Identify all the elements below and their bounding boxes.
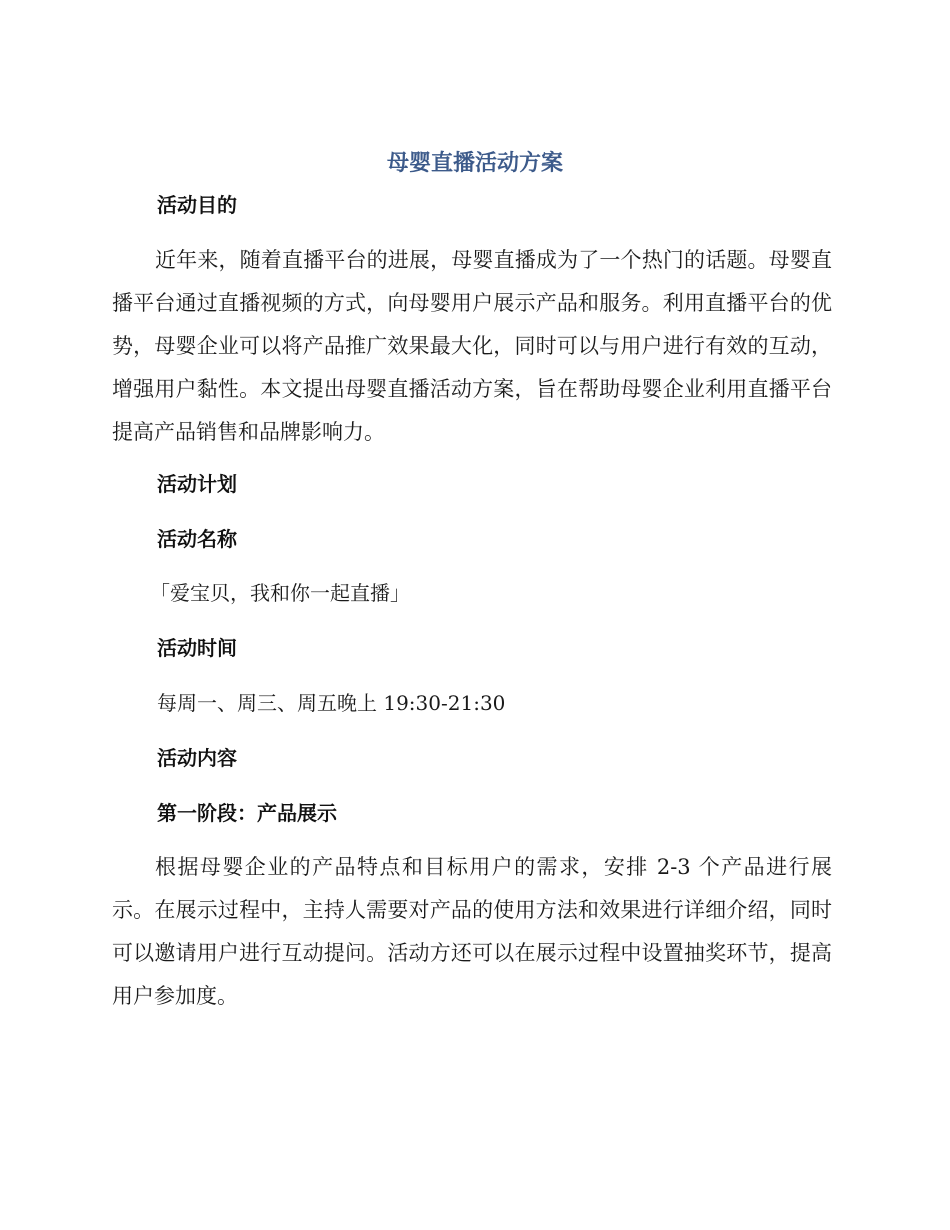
activity-name-text: 「爱宝贝，我和你一起直播」	[150, 581, 410, 605]
section-heading-purpose: 活动目的	[157, 193, 237, 217]
section-heading-name: 活动名称	[157, 527, 237, 551]
activity-time-text: 每周一、周三、周五晚上 19:30-21:30	[157, 691, 506, 715]
section-heading-time: 活动时间	[157, 636, 237, 660]
section-heading-content: 活动内容	[157, 746, 237, 770]
document-title: 母婴直播活动方案	[386, 151, 563, 176]
section-heading-plan: 活动计划	[157, 472, 237, 496]
section-heading-stage-one: 第一阶段：产品展示	[157, 801, 337, 825]
paragraph-stage-one: 根据母婴企业的产品特点和目标用户的需求，安排 2-3 个产品进行展示。在展示过程中，主持人需要对产品的使用方法和效果进行详细介绍，同时可以邀请用户进行互动提问。活动方还可以在展示过程中设置抽奖环节，提高用户参加度。	[112, 855, 832, 1008]
paragraph-purpose: 近年来，随着直播平台的进展，母婴直播成为了一个热门的话题。母婴直播平台通过直播视频的方式，向母婴用户展示产品和服务。利用直播平台的优势，母婴企业可以将产品推广效果最大化，同时可以与用户进行有效的互动，增强用户黏性。本文提出母婴直播活动方案，旨在帮助母婴企业利用直播平台提高产品销售和品牌影响力。	[112, 248, 832, 444]
